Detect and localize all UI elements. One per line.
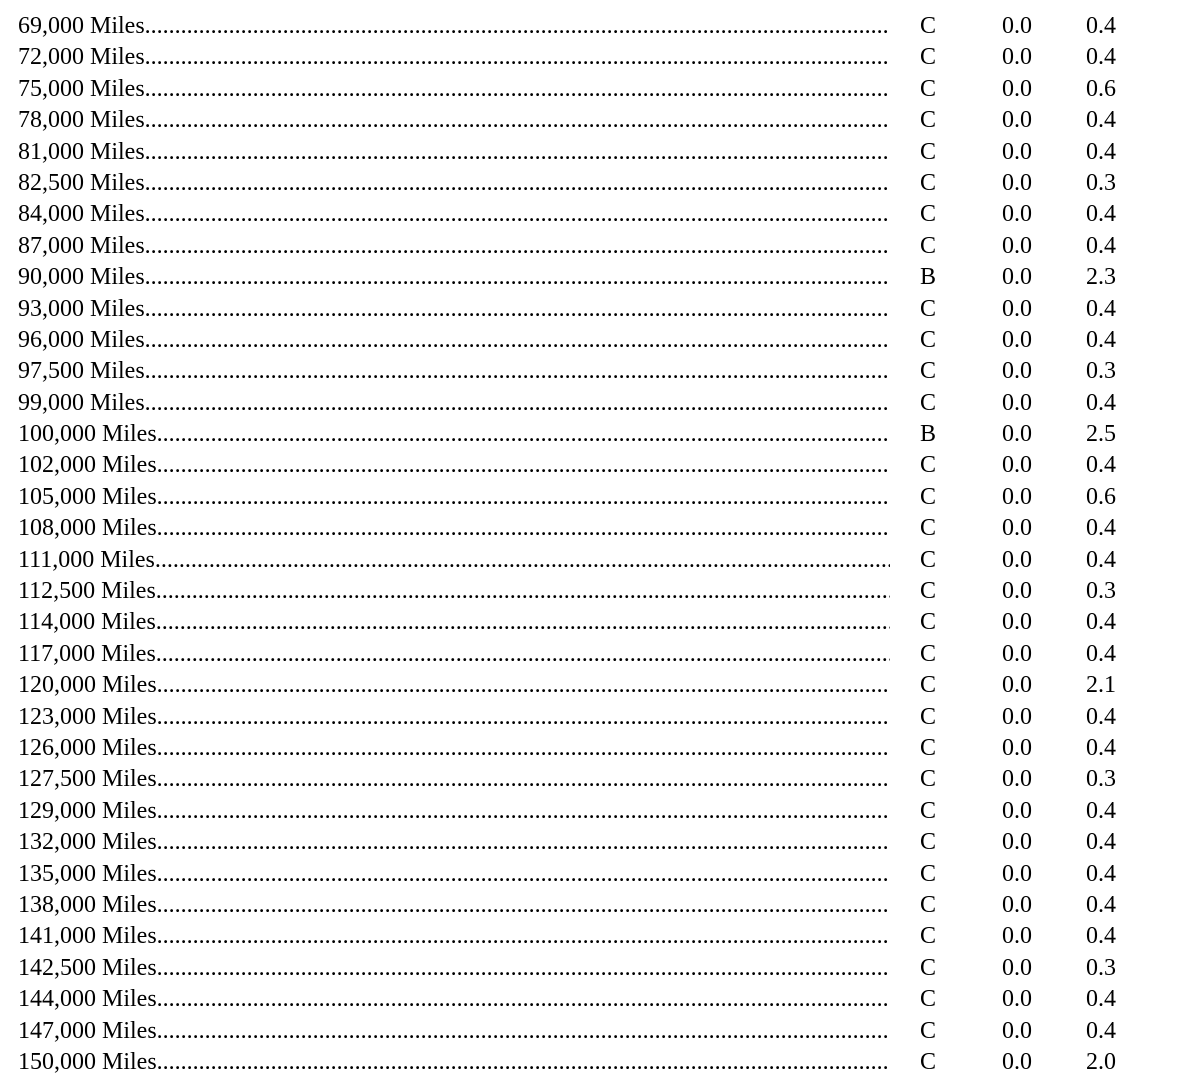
- table-row: [18, 199, 1158, 230]
- table-row: [18, 576, 1158, 607]
- class-code: C: [920, 546, 937, 573]
- table-row: [18, 607, 1158, 638]
- row-leader: [18, 231, 890, 262]
- row-leader: [18, 953, 890, 984]
- class-code: C: [920, 1017, 937, 1044]
- dot-leader: [155, 545, 890, 576]
- table-row: [18, 921, 1158, 952]
- row-leader: [18, 450, 890, 481]
- dot-leader: [157, 764, 890, 795]
- class-code: C: [920, 13, 937, 39]
- value-first: 0.0: [1002, 923, 1032, 950]
- table-row: [18, 953, 1158, 984]
- dot-leader: [145, 105, 890, 136]
- dot-leader: [156, 576, 890, 607]
- value-first: 0.0: [1002, 1048, 1032, 1075]
- mileage-label: 138,000 Miles: [18, 891, 157, 918]
- mileage-label: 129,000 Miles: [18, 797, 157, 824]
- value-first: 0.0: [1002, 389, 1032, 416]
- class-code: C: [920, 138, 937, 165]
- value-second: 0.4: [1086, 138, 1116, 165]
- row-leader: [18, 388, 890, 419]
- mileage-label: 117,000 Miles: [18, 640, 156, 667]
- value-first: 0.0: [1002, 609, 1032, 636]
- dot-leader: [157, 796, 890, 827]
- class-code: C: [920, 483, 937, 510]
- row-leader: [18, 513, 890, 544]
- value-second: 0.4: [1086, 703, 1116, 730]
- value-second: 2.5: [1086, 421, 1116, 448]
- dot-leader: [145, 356, 890, 387]
- mileage-label: 78,000 Miles: [18, 107, 145, 134]
- row-leader: [18, 890, 890, 921]
- value-first: 0.0: [1002, 829, 1032, 856]
- row-leader: [18, 105, 890, 136]
- dot-leader: [145, 325, 890, 356]
- value-first: 0.0: [1002, 138, 1032, 165]
- mileage-label: 69,000 Miles: [18, 13, 145, 39]
- dot-leader: [157, 419, 890, 450]
- table-row: [18, 482, 1158, 513]
- mileage-label: 82,500 Miles: [18, 169, 145, 196]
- row-leader: [18, 1016, 890, 1047]
- dot-leader: [157, 482, 890, 513]
- table-row: [18, 325, 1158, 356]
- mileage-label: 127,500 Miles: [18, 766, 157, 793]
- mileage-label: 142,500 Miles: [18, 954, 157, 981]
- value-second: 0.4: [1086, 389, 1116, 416]
- row-leader: [18, 137, 890, 168]
- dot-leader: [145, 42, 890, 73]
- row-leader: [18, 294, 890, 325]
- value-second: 0.3: [1086, 954, 1116, 981]
- row-leader: [18, 796, 890, 827]
- class-code: C: [920, 923, 937, 950]
- table-row: [18, 74, 1158, 105]
- mileage-label: 105,000 Miles: [18, 483, 157, 510]
- mileage-label: 147,000 Miles: [18, 1017, 157, 1044]
- table-row: [18, 231, 1158, 262]
- table-row: [18, 137, 1158, 168]
- value-first: 0.0: [1002, 672, 1032, 699]
- value-second: 0.4: [1086, 986, 1116, 1013]
- dot-leader: [157, 450, 890, 481]
- dot-leader: [145, 11, 890, 42]
- value-first: 0.0: [1002, 452, 1032, 479]
- table-row: [18, 859, 1158, 890]
- row-leader: [18, 11, 890, 42]
- mileage-label: 93,000 Miles: [18, 295, 145, 322]
- value-first: 0.0: [1002, 44, 1032, 71]
- class-code: C: [920, 734, 937, 761]
- class-code: C: [920, 703, 937, 730]
- table-row: [18, 796, 1158, 827]
- mileage-label: 120,000 Miles: [18, 672, 157, 699]
- dot-leader: [157, 1016, 890, 1047]
- table-row: [18, 1016, 1158, 1047]
- table-row: [18, 890, 1158, 921]
- mileage-label: 96,000 Miles: [18, 326, 145, 353]
- class-code: C: [920, 358, 937, 385]
- mileage-label: 144,000 Miles: [18, 986, 157, 1013]
- value-first: 0.0: [1002, 75, 1032, 102]
- value-first: 0.0: [1002, 107, 1032, 134]
- value-second: 0.4: [1086, 326, 1116, 353]
- class-code: C: [920, 891, 937, 918]
- mileage-label: 112,500 Miles: [18, 578, 156, 605]
- row-leader: [18, 921, 890, 952]
- value-first: 0.0: [1002, 201, 1032, 228]
- dot-leader: [145, 199, 890, 230]
- table-row: [18, 105, 1158, 136]
- table-row: [18, 733, 1158, 764]
- dot-leader: [145, 168, 890, 199]
- row-leader: [18, 199, 890, 230]
- dot-leader: [157, 859, 890, 890]
- row-leader: [18, 42, 890, 73]
- value-second: 0.4: [1086, 797, 1116, 824]
- dot-leader: [157, 953, 890, 984]
- dot-leader: [157, 1047, 890, 1078]
- value-first: 0.0: [1002, 515, 1032, 542]
- mileage-label: 72,000 Miles: [18, 44, 145, 71]
- class-code: C: [920, 75, 937, 102]
- row-leader: [18, 702, 890, 733]
- table-row: [18, 1047, 1158, 1078]
- mileage-label: 99,000 Miles: [18, 389, 145, 416]
- table-row: [18, 545, 1158, 576]
- class-code: C: [920, 201, 937, 228]
- table-row: [18, 827, 1158, 858]
- table-row: [18, 450, 1158, 481]
- class-code: C: [920, 452, 937, 479]
- value-second: 0.4: [1086, 860, 1116, 887]
- table-row: [18, 984, 1158, 1015]
- dot-leader: [157, 921, 890, 952]
- class-code: C: [920, 986, 937, 1013]
- mileage-label: 108,000 Miles: [18, 515, 157, 542]
- row-leader: [18, 607, 890, 638]
- row-leader: [18, 764, 890, 795]
- value-first: 0.0: [1002, 326, 1032, 353]
- dot-leader: [145, 231, 890, 262]
- value-second: 0.4: [1086, 107, 1116, 134]
- value-first: 0.0: [1002, 703, 1032, 730]
- class-code: C: [920, 326, 937, 353]
- mileage-table: [18, 11, 1158, 1078]
- row-leader: [18, 168, 890, 199]
- value-second: 0.6: [1086, 483, 1116, 510]
- value-first: 0.0: [1002, 169, 1032, 196]
- value-second: 0.4: [1086, 829, 1116, 856]
- table-row: [18, 294, 1158, 325]
- class-code: C: [920, 578, 937, 605]
- class-code: C: [920, 107, 937, 134]
- row-leader: [18, 827, 890, 858]
- value-first: 0.0: [1002, 860, 1032, 887]
- dot-leader: [157, 984, 890, 1015]
- table-row: [18, 356, 1158, 387]
- class-code: C: [920, 829, 937, 856]
- row-leader: [18, 1047, 890, 1078]
- mileage-label: 135,000 Miles: [18, 860, 157, 887]
- value-first: 0.0: [1002, 232, 1032, 259]
- value-first: 0.0: [1002, 546, 1032, 573]
- value-second: 0.4: [1086, 923, 1116, 950]
- class-code: C: [920, 860, 937, 887]
- table-row: [18, 419, 1158, 450]
- value-first: 0.0: [1002, 358, 1032, 385]
- value-second: 0.4: [1086, 232, 1116, 259]
- value-first: 0.0: [1002, 295, 1032, 322]
- class-code: C: [920, 389, 937, 416]
- mileage-label: 102,000 Miles: [18, 452, 157, 479]
- table-row: [18, 639, 1158, 670]
- value-second: 0.4: [1086, 734, 1116, 761]
- value-second: 0.4: [1086, 44, 1116, 71]
- class-code: C: [920, 766, 937, 793]
- dot-leader: [157, 827, 890, 858]
- class-code: C: [920, 640, 937, 667]
- class-code: C: [920, 44, 937, 71]
- value-first: 0.0: [1002, 264, 1032, 291]
- mileage-label: 84,000 Miles: [18, 201, 145, 228]
- row-leader: [18, 325, 890, 356]
- value-first: 0.0: [1002, 986, 1032, 1013]
- value-first: 0.0: [1002, 483, 1032, 510]
- dot-leader: [157, 670, 890, 701]
- mileage-label: 97,500 Miles: [18, 358, 145, 385]
- value-first: 0.0: [1002, 797, 1032, 824]
- value-first: 0.0: [1002, 1017, 1032, 1044]
- dot-leader: [156, 607, 890, 638]
- row-leader: [18, 984, 890, 1015]
- row-leader: [18, 576, 890, 607]
- value-second: 0.3: [1086, 358, 1116, 385]
- value-first: 0.0: [1002, 578, 1032, 605]
- value-first: 0.0: [1002, 421, 1032, 448]
- value-second: 0.4: [1086, 609, 1116, 636]
- value-second: 0.4: [1086, 13, 1116, 39]
- value-first: 0.0: [1002, 766, 1032, 793]
- dot-leader: [157, 733, 890, 764]
- table-row: [18, 42, 1158, 73]
- class-code: C: [920, 169, 937, 196]
- dot-leader: [157, 513, 890, 544]
- value-second: 0.4: [1086, 1017, 1116, 1044]
- class-code: C: [920, 672, 937, 699]
- class-code: C: [920, 609, 937, 636]
- dot-leader: [145, 262, 890, 293]
- dot-leader: [156, 639, 890, 670]
- class-code: C: [920, 295, 937, 322]
- value-second: 2.0: [1086, 1048, 1116, 1075]
- mileage-label: 132,000 Miles: [18, 829, 157, 856]
- class-code: C: [920, 232, 937, 259]
- mileage-label: 111,000 Miles: [18, 546, 155, 573]
- value-second: 0.3: [1086, 578, 1116, 605]
- value-second: 0.6: [1086, 75, 1116, 102]
- class-code: C: [920, 797, 937, 824]
- mileage-label: 141,000 Miles: [18, 923, 157, 950]
- table-row: [18, 513, 1158, 544]
- row-leader: [18, 859, 890, 890]
- class-code: C: [920, 1048, 937, 1075]
- table-row: [18, 702, 1158, 733]
- value-second: 0.4: [1086, 295, 1116, 322]
- table-row: [18, 670, 1158, 701]
- mileage-label: 126,000 Miles: [18, 734, 157, 761]
- mileage-label: 81,000 Miles: [18, 138, 145, 165]
- mileage-label: 114,000 Miles: [18, 609, 156, 636]
- row-leader: [18, 482, 890, 513]
- value-second: 0.4: [1086, 515, 1116, 542]
- mileage-label: 150,000 Miles: [18, 1048, 157, 1075]
- dot-leader: [145, 294, 890, 325]
- value-second: 2.3: [1086, 264, 1116, 291]
- class-code: C: [920, 515, 937, 542]
- value-second: 0.4: [1086, 891, 1116, 918]
- table-row: [18, 262, 1158, 293]
- row-leader: [18, 545, 890, 576]
- table-row: [18, 11, 1158, 42]
- class-code: B: [920, 421, 937, 448]
- mileage-label: 100,000 Miles: [18, 421, 157, 448]
- table-row: [18, 168, 1158, 199]
- value-second: 0.4: [1086, 201, 1116, 228]
- value-second: 0.4: [1086, 452, 1116, 479]
- table-row: [18, 388, 1158, 419]
- class-code: C: [920, 954, 937, 981]
- mileage-label: 87,000 Miles: [18, 232, 145, 259]
- row-leader: [18, 356, 890, 387]
- row-leader: [18, 74, 890, 105]
- row-leader: [18, 419, 890, 450]
- dot-leader: [145, 74, 890, 105]
- mileage-label: 123,000 Miles: [18, 703, 157, 730]
- mileage-label: 90,000 Miles: [18, 264, 145, 291]
- value-second: 0.4: [1086, 546, 1116, 573]
- value-first: 0.0: [1002, 954, 1032, 981]
- mileage-label: 75,000 Miles: [18, 75, 145, 102]
- value-first: 0.0: [1002, 640, 1032, 667]
- value-second: 0.3: [1086, 169, 1116, 196]
- row-leader: [18, 262, 890, 293]
- value-second: 0.3: [1086, 766, 1116, 793]
- row-leader: [18, 733, 890, 764]
- table-row: [18, 764, 1158, 795]
- value-first: 0.0: [1002, 734, 1032, 761]
- dot-leader: [145, 388, 890, 419]
- row-leader: [18, 670, 890, 701]
- value-first: 0.0: [1002, 891, 1032, 918]
- value-second: 2.1: [1086, 672, 1116, 699]
- dot-leader: [145, 137, 890, 168]
- value-first: 0.0: [1002, 13, 1032, 39]
- dot-leader: [157, 890, 890, 921]
- row-leader: [18, 639, 890, 670]
- value-second: 0.4: [1086, 640, 1116, 667]
- class-code: B: [920, 264, 937, 291]
- dot-leader: [157, 702, 890, 733]
